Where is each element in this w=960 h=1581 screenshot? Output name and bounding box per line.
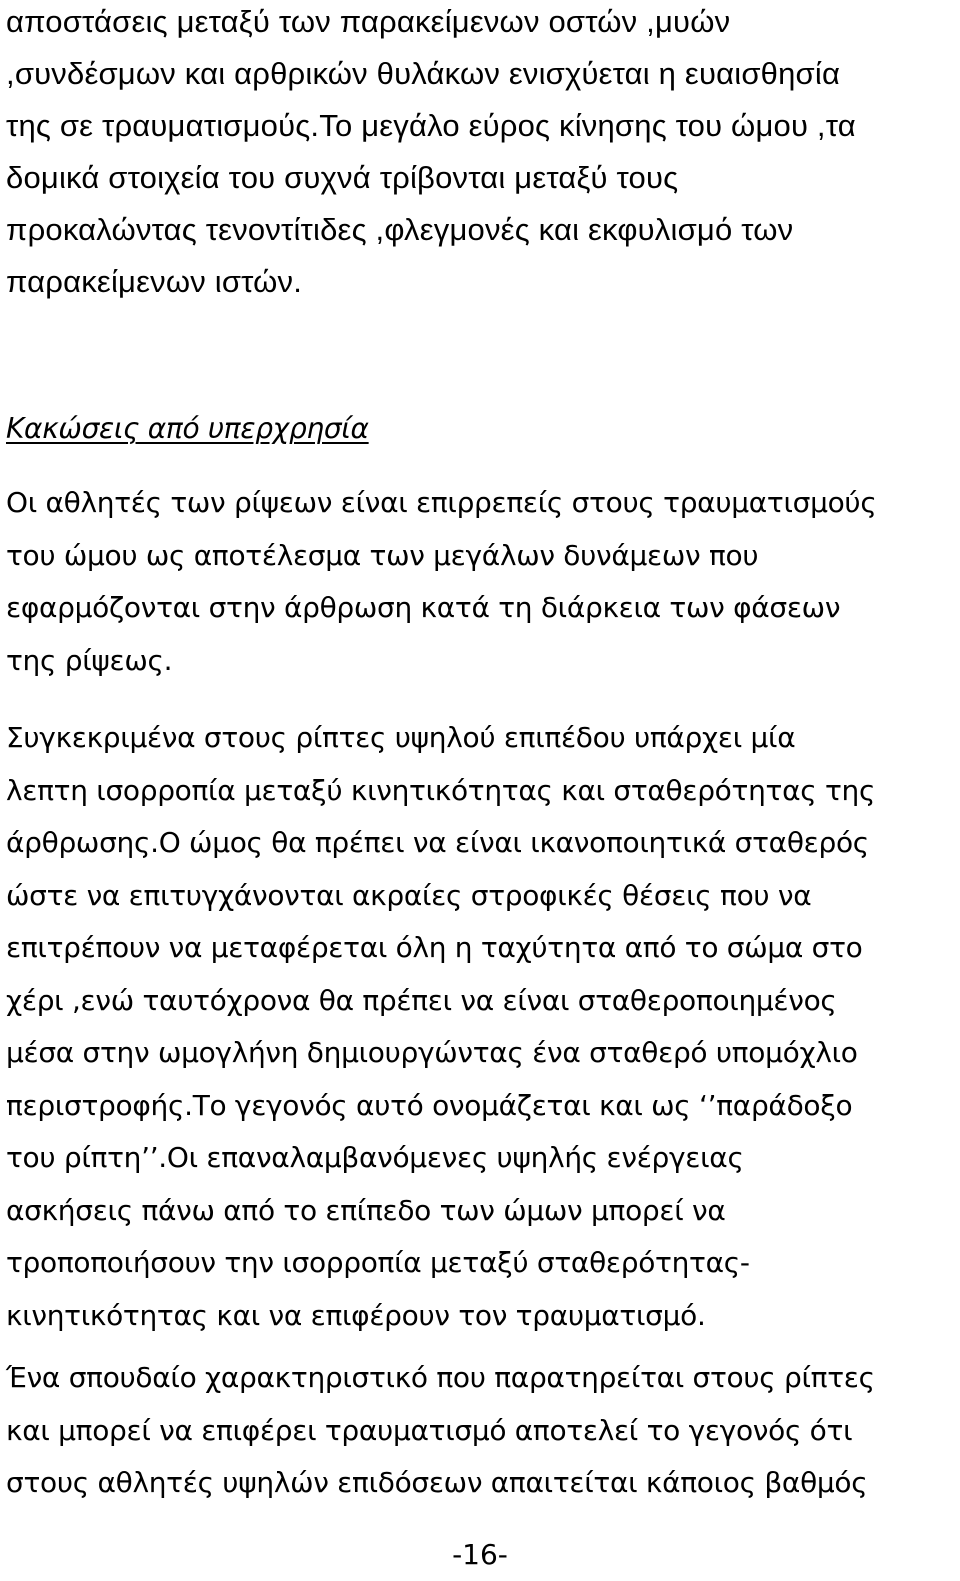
text-line: ,συνδέσμων και αρθρικών θυλάκων ενισχύεται η ευαισθησία bbox=[6, 56, 841, 91]
intro-paragraph bbox=[6, 0, 856, 308]
text-line: χέρι ,ενώ ταυτόχρονα θα πρέπει να είναι σταθεροποιημένος bbox=[6, 983, 837, 1017]
text-line: Ένα σπουδαίο χαρακτηριστικό που παρατηρείται στους ρίπτες bbox=[6, 1361, 875, 1394]
text-line: του ώμου ως αποτέλεσμα των μεγάλων δυνάμεων που bbox=[6, 538, 759, 572]
text-line: άρθρωσης.Ο ώμος θα πρέπει να είναι ικανοποιητικά σταθερός bbox=[6, 826, 869, 859]
text-line: εφαρμόζονται στην άρθρωση κατά τη διάρκεια των φάσεων bbox=[6, 591, 841, 624]
text-line: κινητικότητας και να επιφέρουν τον τραυματισμό. bbox=[6, 1298, 706, 1332]
page-number: -16- bbox=[452, 1538, 508, 1571]
text-line: παρακείμενων ιστών. bbox=[6, 264, 303, 299]
text-line: του ρίπτη’’.Οι επαναλαμβανόμενες υψηλής ενέργειας bbox=[6, 1141, 744, 1174]
text-line: μέσα στην ωμογλήνη δημιουργώντας ένα σταθερό υπομόχλιο bbox=[6, 1036, 858, 1069]
text-line: περιστροφής.Το γεγονός αυτό ονομάζεται και ως ‘’παράδοξο bbox=[6, 1088, 853, 1122]
paragraph-stability-mobility bbox=[6, 712, 875, 1342]
section-heading: Κακώσεις από υπερχρησία bbox=[6, 412, 369, 445]
text-line: ασκήσεις πάνω από το επίπεδο των ώμων μπορεί να bbox=[6, 1193, 726, 1227]
text-line: προκαλώντας τενοντίτιδες ,φλεγμονές και εκφυλισμό των bbox=[6, 212, 794, 247]
text-line: της ρίψεως. bbox=[6, 643, 173, 677]
text-line: Συγκεκριμένα στους ρίπτες υψηλού επιπέδου υπάρχει μία bbox=[6, 721, 796, 754]
text-line: επιτρέπουν να μεταφέρεται όλη η ταχύτητα από το σώμα στο bbox=[6, 931, 863, 964]
text-line: λεπτη ισορροπία μεταξύ κινητικότητας και σταθερότητας της bbox=[6, 773, 876, 807]
text-line: ώστε να επιτυγχάνονται ακραίες στροφικές θέσεις που να bbox=[6, 878, 812, 912]
text-line: στους αθλητές υψηλών επιδόσεων απαιτείται κάποιος βαθμός bbox=[6, 1466, 868, 1499]
text-line: δομικά στοιχεία του συχνά τρίβονται μεταξύ τους bbox=[6, 160, 679, 195]
text-line: και μπορεί να επιφέρει τραυματισμό αποτελεί το γεγονός ότι bbox=[6, 1413, 853, 1447]
text-line: Οι αθλητές των ρίψεων είναι επιρρεπείς στους τραυματισμούς bbox=[6, 486, 877, 519]
paragraph-characteristic bbox=[6, 1352, 875, 1510]
text-line: της σε τραυματισμούς.Το μεγάλο εύρος κίνησης του ώμου ,τα bbox=[6, 108, 856, 143]
text-line: τροποποιήσουν την ισορροπία μεταξύ σταθερότητας- bbox=[6, 1246, 750, 1279]
text-line: αποστάσεις μεταξύ των παρακείμενων οστών ,μυών bbox=[6, 4, 731, 39]
paragraph-throwers-injury bbox=[6, 477, 876, 687]
